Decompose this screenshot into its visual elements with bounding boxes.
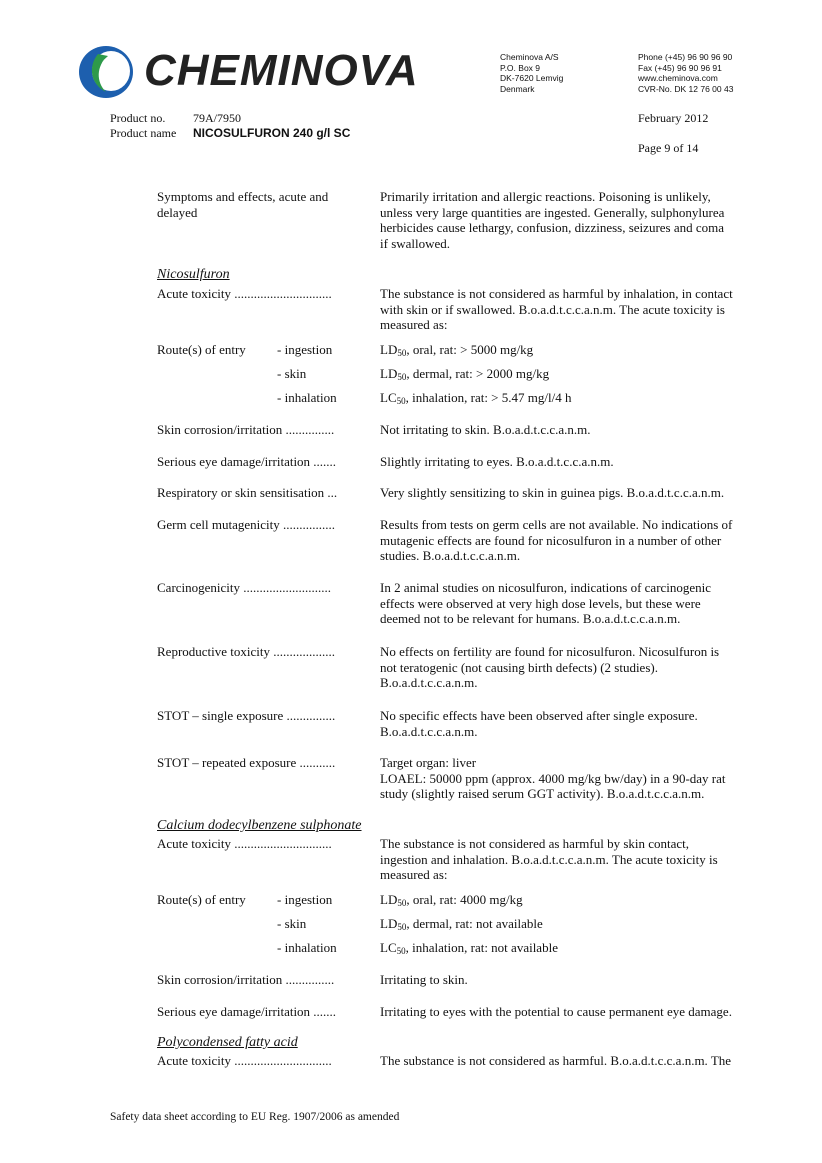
product-name: NICOSULFURON 240 g/l SC <box>193 126 351 140</box>
company-logo <box>78 44 438 100</box>
poly-acute-label: Acute toxicity .............................. <box>157 1053 332 1068</box>
company-address <box>500 52 563 94</box>
calcium-route-value: $LD_{50}$, oral, rat: 4000 mg/kg <box>380 892 523 908</box>
calcium-eye-value: Irritating to eyes with the potential to cause permanent eye damage. <box>380 1004 732 1019</box>
nico-stot-repeated-label: STOT – repeated exposure ........... <box>157 755 336 770</box>
nico-eye-label: Serious eye damage/irritation ....... <box>157 454 337 469</box>
nico-skin-label: Skin corrosion/irritation ............... <box>157 422 335 437</box>
nico-skin-value: Not irritating to skin. B.o.a.d.t.c.c.a.n.m. <box>380 422 591 437</box>
value-line: measured as: <box>380 867 448 882</box>
value-line: not teratogenic (not causing birth defects) (2 studies). <box>380 659 658 675</box>
value-line: deemed not to be relevant for humans. B.o.a.d.t.c.c.a.n.m. <box>380 611 681 626</box>
nico-eye-value: Slightly irritating to eyes. B.o.a.d.t.c.c.a.n.m. <box>380 454 614 469</box>
product-no: 79A/7950 <box>193 111 241 125</box>
product-name-label: Product name <box>110 126 177 140</box>
calcium-skin-value: Irritating to skin. <box>380 972 468 987</box>
nico-route-value: $LD_{50}$, dermal, rat: > 2000 mg/kg <box>380 366 550 382</box>
logo-wordmark: CHEMINOVA <box>144 46 419 95</box>
value-line: effects were observed at very high dose levels, but these were <box>380 595 701 611</box>
value-line: studies. B.o.a.d.t.c.c.a.n.m. <box>380 548 521 563</box>
address-line: Cheminova A/S <box>500 52 559 62</box>
calcium-route-label: Route(s) of entry <box>157 892 246 907</box>
value-line: with skin or if swallowed. B.o.a.d.t.c.c.a.n.m. The acute toxicity is <box>380 301 725 317</box>
symptoms-value <box>380 189 760 251</box>
value-line: herbicides cause lethargy, confusion, dizziness, seizures and coma <box>380 220 725 235</box>
logo-swirl-icon <box>78 44 138 100</box>
value-line: mutagenic effects are found for nicosulfuron in a number of other <box>380 532 722 548</box>
company-contact <box>638 52 733 94</box>
value-line: The substance is not considered as harmful by skin contact, <box>380 836 690 851</box>
value-line: No specific effects have been observed after single exposure. <box>380 708 698 723</box>
calcium-route-value: $LD_{50}$, dermal, rat: not available <box>380 916 543 932</box>
address-line: DK-7620 Lemvig <box>500 73 564 83</box>
value-line: if swallowed. <box>380 235 451 251</box>
value-line: In 2 animal studies on nicosulfuron, indications of carcinogenic <box>380 580 712 595</box>
nico-stot-single-value <box>380 708 760 739</box>
calcium-route-name: - skin <box>277 916 307 931</box>
symptoms-label <box>157 189 362 220</box>
calcium-skin-label: Skin corrosion/irritation ............... <box>157 972 335 987</box>
nico-route-name: - inhalation <box>277 390 337 405</box>
nico-repro-label: Reproductive toxicity ................... <box>157 644 336 659</box>
value-line: Primarily irritation and allergic reactions. Poisoning is unlikely, <box>380 189 711 204</box>
value-line: The substance is not considered as harmful by inhalation, in contact <box>380 286 733 301</box>
nico-carc-label: Carcinogenicity ........................... <box>157 580 332 595</box>
section-title-polycondensed: Polycondensed fatty acid <box>157 1035 298 1050</box>
contact-line: Phone (+45) 96 90 96 90 <box>638 52 733 62</box>
contact-line: CVR-No. DK 12 76 00 43 <box>638 83 734 94</box>
nico-route-name: - ingestion <box>277 342 333 357</box>
nico-stot-single-label: STOT – single exposure ............... <box>157 708 336 723</box>
section-title-nicosulfuron: Nicosulfuron <box>157 267 230 282</box>
calcium-route-name: - ingestion <box>277 892 333 907</box>
nico-stot-repeated-value <box>380 755 760 802</box>
calcium-acute-value <box>380 836 760 883</box>
nico-acute-label: Acute toxicity .............................. <box>157 286 332 301</box>
label-line: Symptoms and effects, acute and <box>157 189 329 204</box>
value-line: B.o.a.d.t.c.c.a.n.m. <box>380 723 478 739</box>
value-line: No effects on fertility are found for nicosulfuron. Nicosulfuron is <box>380 644 720 659</box>
calcium-eye-label: Serious eye damage/irritation ....... <box>157 1004 337 1019</box>
nico-route-name: - skin <box>277 366 307 381</box>
nico-mutagen-label: Germ cell mutagenicity ................ <box>157 517 335 532</box>
nico-route-value: $LD_{50}$, oral, rat: > 5000 mg/kg <box>380 342 534 358</box>
contact-line: www.cheminova.com <box>638 73 718 83</box>
nico-carc-value <box>380 580 760 627</box>
nico-route-value: $LC_{50}$, inhalation, rat: > 5.47 mg/l/4 h <box>380 390 572 406</box>
nico-sens-value: Very slightly sensitizing to skin in guinea pigs. B.o.a.d.t.c.c.a.n.m. <box>380 485 725 500</box>
address-line: Denmark <box>500 83 535 94</box>
calcium-route-value: $LC_{50}$, inhalation, rat: not available <box>380 940 558 956</box>
product-no-label: Product no. <box>110 111 166 125</box>
page-number: Page 9 of 14 <box>638 141 699 155</box>
value-line: LOAEL: 50000 ppm (approx. 4000 mg/kg bw/day) in a 90-day rat <box>380 770 726 786</box>
value-line: ingestion and inhalation. B.o.a.d.t.c.c.a.n.m. The acute toxicity is <box>380 851 718 867</box>
nico-mutagen-value <box>380 517 760 564</box>
nico-route-label: Route(s) of entry <box>157 342 246 357</box>
section-title-calcium: Calcium dodecylbenzene sulphonate <box>157 818 362 833</box>
label-line: delayed <box>157 204 198 220</box>
address-line: P.O. Box 9 <box>500 62 541 73</box>
nico-repro-value <box>380 644 760 691</box>
contact-line: Fax (+45) 96 90 96 91 <box>638 62 722 73</box>
poly-acute-value: The substance is not considered as harmful. B.o.a.d.t.c.c.a.n.m. The <box>380 1053 732 1068</box>
calcium-route-name: - inhalation <box>277 940 337 955</box>
page-footer: Safety data sheet according to EU Reg. 1907/2006 as amended <box>110 1111 400 1123</box>
value-line: Target organ: liver <box>380 755 477 770</box>
value-line: unless very large quantities are ingested. Generally, sulphonylurea <box>380 204 725 220</box>
nico-sens-label: Respiratory or skin sensitisation ... <box>157 485 338 500</box>
value-line: measured as: <box>380 317 448 332</box>
value-line: B.o.a.d.t.c.c.a.n.m. <box>380 675 478 690</box>
calcium-acute-label: Acute toxicity .............................. <box>157 836 332 851</box>
value-line: study (slightly raised serum GGT activity). B.o.a.d.t.c.c.a.n.m. <box>380 786 705 801</box>
nico-acute-value <box>380 286 760 333</box>
document-date: February 2012 <box>638 111 709 125</box>
value-line: Results from tests on germ cells are not available. No indications of <box>380 517 733 532</box>
